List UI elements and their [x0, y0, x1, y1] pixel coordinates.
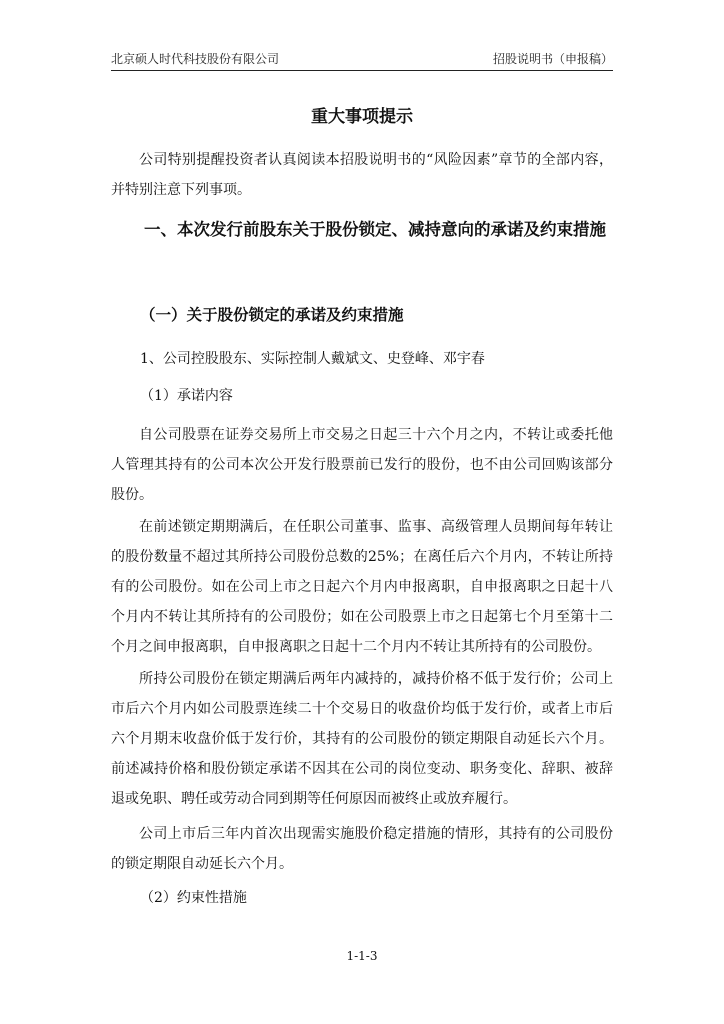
constraint-measures-label: （2）约束性措施 [140, 890, 247, 906]
commitment-paragraph-1: 自公司股票在证券交易所上市交易之日起三十六个月之内，不转让或委托他人管理其持有的公司本次公开发行股票前已发行的股份，也不由公司回购该部分股份。 [111, 427, 613, 503]
item-controlling-shareholders: 1、公司控股股东、实际控制人戴斌文、史登峰、邓宇春 [140, 351, 485, 367]
section-heading-1: 一、本次发行前股东关于股份锁定、减持意向的承诺及约束措施 [144, 220, 606, 239]
commitment-content-label: （1）承诺内容 [140, 388, 233, 404]
page-number: 1-1-3 [346, 949, 378, 963]
header-company-name: 北京硕人时代科技股份有限公司 [111, 52, 280, 66]
commitment-paragraph-2: 在前述锁定期期满后，在任职公司董事、监事、高级管理人员期间每年转让的股份数量不超过其所持公司股份总数的25%；在离任后六个月内，不转让所持有的公司股份。如在公司上市之日起六个月内申报离职，自申报离职之日起十八个月内不转让其所持有的公司股份；如在公司股票上市之日起第七个月至第十二个月之间申报离职，自申报离职之日起十二个月内不转让其所持有的公司股份。 [111, 519, 613, 655]
commitment-paragraph-3: 所持公司股份在锁定期满后两年内减持的，减持价格不低于发行价；公司上市后六个月内如公司股票连续二十个交易日的收盘价均低于发行价，或者上市后六个月期末收盘价低于发行价，其持有的公司股份的锁定期限自动延长六个月。前述减持价格和股份锁定承诺不因其在公司的岗位变动、职务变化、辞职、被辞退或免职、聘任或劳动合同到期等任何原因而被终止或放弃履行。 [111, 671, 613, 807]
commitment-paragraph-4: 公司上市后三年内首次出现需实施股价稳定措施的情形，其持有的公司股份的锁定期限自动延长六个月。 [111, 826, 613, 872]
header-document-type: 招股说明书（申报稿） [492, 52, 613, 66]
subsection-heading-1: （一）关于股份锁定的承诺及约束措施 [140, 306, 404, 324]
page-header [111, 50, 613, 71]
intro-paragraph: 公司特别提醒投资者认真阅读本招股说明书的“风险因素”章节的全部内容，并特别注意下列事项。 [111, 152, 613, 198]
page-title: 重大事项提示 [311, 107, 413, 127]
